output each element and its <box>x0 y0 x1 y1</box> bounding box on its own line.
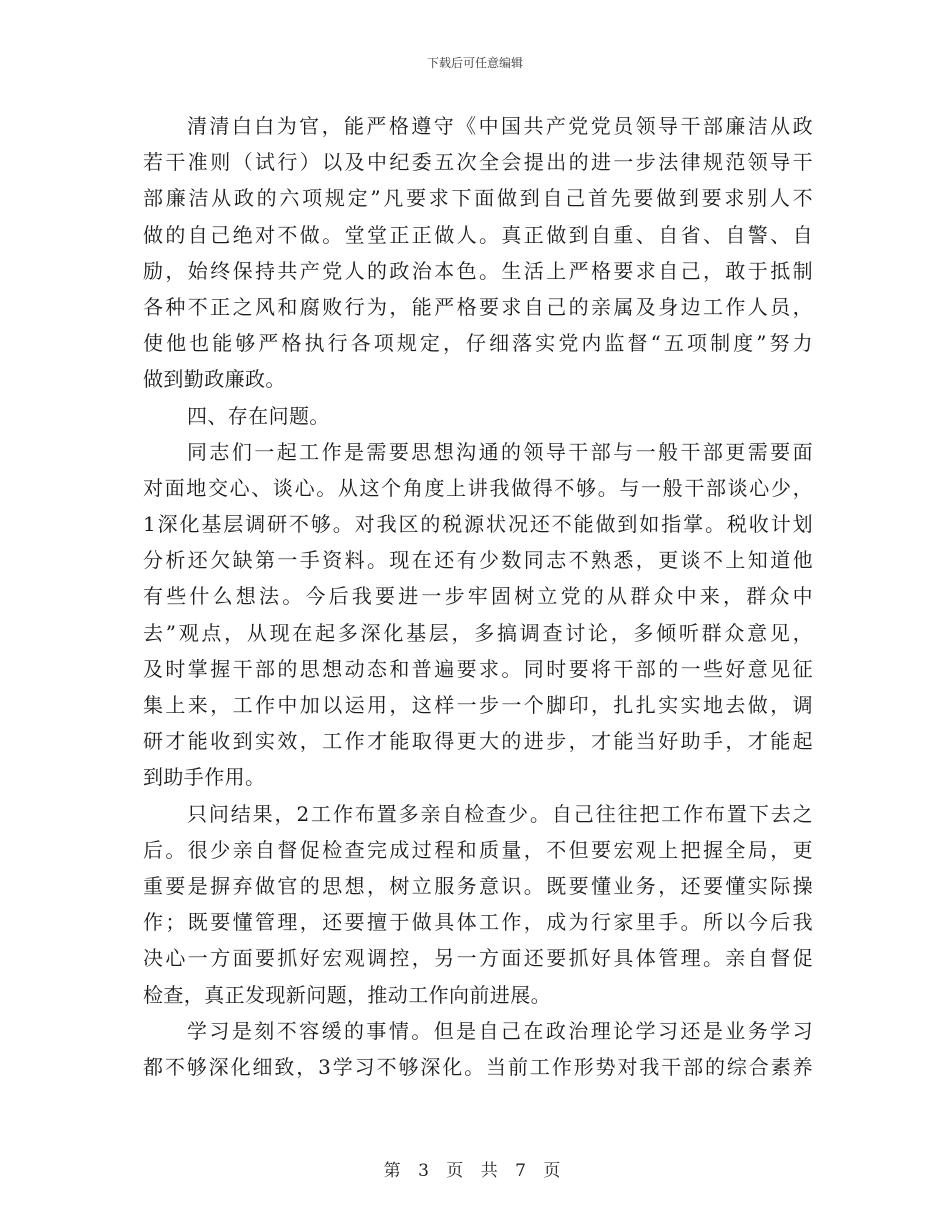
text-line: 学习是刻不容缓的事情。但是自己在政治理论学习还是业务学习 <box>187 1018 813 1043</box>
text-line: 到助手作用。 <box>143 765 266 790</box>
text-line: 检查，真正发现新问题，推动工作向前进展。 <box>143 982 551 1007</box>
section-heading: 四、存在问题。 <box>187 403 330 428</box>
text-line: 及时掌握干部的思想动态和普遍要求。同时要将干部的一些好意见征 <box>143 656 813 681</box>
text-line: 去”观点，从现在起多深化基层，多搞调查讨论，多倾听群众意见， <box>143 620 813 645</box>
text-line: 清清白白为官，能严格遵守《中国共产党党员领导干部廉洁从政 <box>187 114 813 138</box>
text-line: 各种不正之风和腐败行为，能严格要求自己的亲属及身边工作人员， <box>143 294 813 319</box>
page-number-footer: 第 3 页 共 7 页 <box>383 1161 567 1181</box>
text-line: 若干准则（试行）以及中纪委五次全会提出的进一步法律规范领导干 <box>143 150 813 175</box>
text-line: 1深化基层调研不够。对我区的税源状况还不能做到如指掌。税收计划 <box>143 512 813 537</box>
text-line: 使他也能够严格执行各项规定，仔细落实党内监督“五项制度”努力 <box>143 331 813 356</box>
text-line: 分析还欠缺第一手资料。现在还有少数同志不熟悉，更谈不上知道他 <box>143 548 813 573</box>
page-header-note: 下载后可任意编辑 <box>426 56 523 70</box>
text-line: 同志们一起工作是需要思想沟通的领导干部与一般干部更需要面 <box>187 439 813 464</box>
text-line: 做到勤政廉政。 <box>143 367 286 392</box>
text-line: 决心一方面要抓好宏观调控，另一方面还要抓好具体管理。亲自督促 <box>143 946 813 971</box>
text-line: 重要是摒弃做官的思想，树立服务意识。既要懂业务，还要懂实际操 <box>143 873 813 898</box>
text-line: 部廉洁从政的六项规定”凡要求下面做到自己首先要做到要求别人不 <box>143 186 813 211</box>
text-line: 后。很少亲自督促检查完成过程和质量，不但要宏观上把握全局，更 <box>143 837 813 862</box>
document-body <box>143 108 813 1085</box>
text-line: 有些什么想法。今后我要进一步牢固树立党的从群众中来，群众中 <box>143 584 813 609</box>
text-line: 都不够深化细致，3学习不够深化。当前工作形势对我干部的综合素养 <box>143 1054 813 1079</box>
text-line: 励，始终保持共产党人的政治本色。生活上严格要求自己，敢于抵制 <box>143 258 813 283</box>
text-line: 集上来，工作中加以运用，这样一步一个脚印，扎扎实实地去做，调 <box>143 693 813 717</box>
text-line: 做的自己绝对不做。堂堂正正做人。真正做到自重、自省、自警、自 <box>143 222 813 247</box>
text-line: 研才能收到实效，工作才能取得更大的进步，才能当好助手，才能起 <box>143 729 813 754</box>
text-line: 作；既要懂管理，还要擅于做具体工作，成为行家里手。所以今后我 <box>143 910 813 935</box>
text-line: 只问结果，2工作布置多亲自检查少。自己往往把工作布置下去之 <box>187 801 813 826</box>
text-line: 对面地交心、谈心。从这个角度上讲我做得不够。与一般干部谈心少， <box>143 475 813 500</box>
